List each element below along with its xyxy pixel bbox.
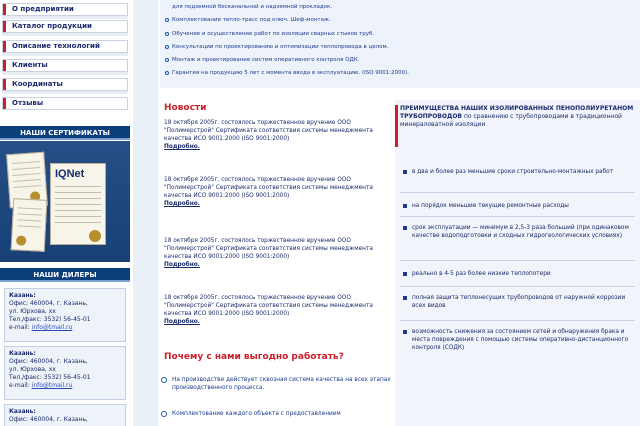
square-bullet-icon: [403, 204, 407, 208]
news-item: [164, 294, 379, 326]
main-content: [160, 0, 640, 426]
news-more-link[interactable]: Подробно.: [164, 144, 200, 150]
dealer-office: Офис: 460004, г. Казань,: [9, 300, 88, 307]
dealer-email-link[interactable]: info@tmail.ru: [31, 324, 73, 331]
divider: [400, 192, 635, 193]
divider: [400, 260, 635, 261]
bullet-icon: [161, 377, 167, 383]
news-item: [164, 176, 379, 208]
square-bullet-icon: [403, 330, 407, 334]
dealer-office: Офис: 460004, г. Казань,: [9, 358, 88, 365]
news-text: 18 октября 2005г. состоялось торжественное вручение ООО "Полимерстрой" Сертификата соответствия системы менеджмента качества ИСО 9001:2000 (ISO 9001:2000): [164, 120, 373, 142]
bullet-icon: [165, 58, 169, 62]
services-list-item: Гарантия на продукцию 5 лет с момента ввода в эксплуатацию. (ISO 9001:2000).: [172, 70, 409, 76]
menu-item-technologies[interactable]: Описание технологий: [2, 40, 128, 53]
advantage-item: полная защита теплонесущих трубопроводов от наружной коррозии всех видов: [412, 294, 637, 310]
dealers-heading: НАШИ ДИЛЕРЫ: [0, 268, 130, 282]
square-bullet-icon: [403, 170, 407, 174]
dealer-card: [4, 404, 126, 426]
bullet-icon: [165, 18, 169, 22]
news-text: 18 октября 2005г. состоялось торжественное вручение ООО "Полимерстрой" Сертификата соответствия системы менеджмента качества ИСО 9001:2000 (ISO 9001:2000): [164, 177, 373, 199]
left-column: [0, 0, 130, 426]
square-bullet-icon: [403, 296, 407, 300]
square-bullet-icon: [403, 272, 407, 276]
advantages-heading: ПРЕИМУЩЕСТВА НАШИХ ИЗОЛИРОВАННЫХ ПЕНОПОЛИУРЕТАНОМ ТРУБОПРОВОДОВ по сравнению с трубопроводами в традиционной минераловатной изоляции: [400, 105, 635, 129]
services-list-item: Монтаж и проектирование систем оперативного контроля ОДК.: [172, 57, 360, 63]
divider: [400, 320, 635, 321]
dealer-street: ул. Юрхова, хх: [9, 308, 56, 315]
certificates-banner[interactable]: [0, 141, 130, 262]
news-text: 18 октября 2005г. состоялось торжественное вручение ООО "Полимерстрой" Сертификата соответствия системы менеджмента качества ИСО 9001:2000 (ISO 9001:2000): [164, 295, 373, 317]
dealer-office: Офис: 460004, г. Казань,: [9, 416, 88, 423]
news-item: [164, 237, 379, 269]
divider: [400, 216, 635, 217]
menu-item-clients[interactable]: Клиенты: [2, 59, 128, 72]
advantage-item: в два и более раз меньшие сроки строительно-монтажных работ: [412, 168, 637, 176]
services-list-item: Обучение и осуществление работ по изоляции сварных стыков труб.: [172, 31, 374, 37]
certificates-heading: НАШИ СЕРТИФИКАТЫ: [0, 126, 130, 140]
menu-item-reviews[interactable]: Отзывы: [2, 97, 128, 110]
square-bullet-icon: [403, 226, 407, 230]
menu-item-contacts[interactable]: Координаты: [2, 78, 128, 91]
menu-divider: [2, 72, 128, 75]
dealer-email-row: e-mail: info@tmail.ru: [9, 382, 73, 389]
dealer-card: [4, 346, 126, 400]
advantage-item: реально в 4-5 раз более низкие теплопотери: [412, 270, 637, 278]
dealer-email-row: e-mail: info@tmail.ru: [9, 324, 73, 331]
divider: [400, 286, 635, 287]
dealer-city: Казань:: [9, 350, 36, 357]
iqnet-logo: IQNet: [55, 168, 85, 180]
bullet-icon: [165, 32, 169, 36]
menu-item-about[interactable]: О предприятии: [2, 3, 128, 16]
services-list-item: Консультации по проектированию и оптимизации теплопровода в целом.: [172, 44, 388, 50]
bullet-icon: [165, 45, 169, 49]
services-list: [160, 0, 640, 88]
divider-strip: [133, 0, 158, 426]
news-heading: Новости: [164, 103, 207, 113]
dealer-phone: Тел./факс: 3532) 56-45-01: [9, 374, 91, 381]
services-list-item: Комплектование тепло-трасс под ключ. Шеф-монтаж.: [172, 17, 331, 23]
dealer-phone: Тел./факс: 3532) 56-45-01: [9, 316, 91, 323]
accent-bar: [395, 105, 398, 147]
advantage-item: на порядок меньшие текущие ремонтные расходы: [412, 202, 637, 210]
dealer-city: Казань:: [9, 292, 36, 299]
news-more-link[interactable]: Подробно.: [164, 201, 200, 207]
news-item: [164, 119, 379, 151]
dealer-email-link[interactable]: info@tmail.ru: [31, 382, 73, 389]
certificate-image[interactable]: [50, 163, 106, 245]
certificate-image[interactable]: [11, 198, 48, 252]
menu-item-catalog[interactable]: Каталог продукции: [2, 20, 128, 33]
why-item: На производстве действует сквозная система качества на всех этапах производственного процесса.: [172, 376, 392, 392]
why-heading: Почему с нами выгодно работать?: [164, 352, 344, 362]
why-item: Комплектование каждого объекта с предоставлением: [172, 410, 392, 418]
dealer-card: [4, 288, 126, 342]
bullet-icon: [165, 71, 169, 75]
dealers-list: [0, 282, 130, 426]
menu-divider: [2, 53, 128, 56]
news-more-link[interactable]: Подробно.: [164, 262, 200, 268]
menu-divider: [2, 91, 128, 94]
services-list-item: для подземной бесканальной и надземной прокладок.: [172, 4, 333, 10]
bullet-icon: [161, 411, 167, 417]
dealer-city: Казань:: [9, 408, 36, 415]
news-more-link[interactable]: Подробно.: [164, 319, 200, 325]
menu-divider: [2, 33, 128, 36]
menu-divider: [2, 16, 128, 19]
advantages-panel: [395, 100, 640, 426]
advantage-item: срок эксплуатации — минимум в 2,5-3 раза больший (при одинаковом качестве водоподготовки и сходных гидрогеологических условиях): [412, 224, 637, 240]
dealer-street: ул. Юрхова, хх: [9, 366, 56, 373]
news-text: 18 октября 2005г. состоялось торжественное вручение ООО "Полимерстрой" Сертификата соответствия системы менеджмента качества ИСО 9001:2000 (ISO 9001:2000): [164, 238, 373, 260]
advantage-item: возможность снижения за состоянием сетей и обнаружения брака и места повреждения с помощью системы оперативно-дистанционного контроля (СОДК): [412, 328, 637, 352]
